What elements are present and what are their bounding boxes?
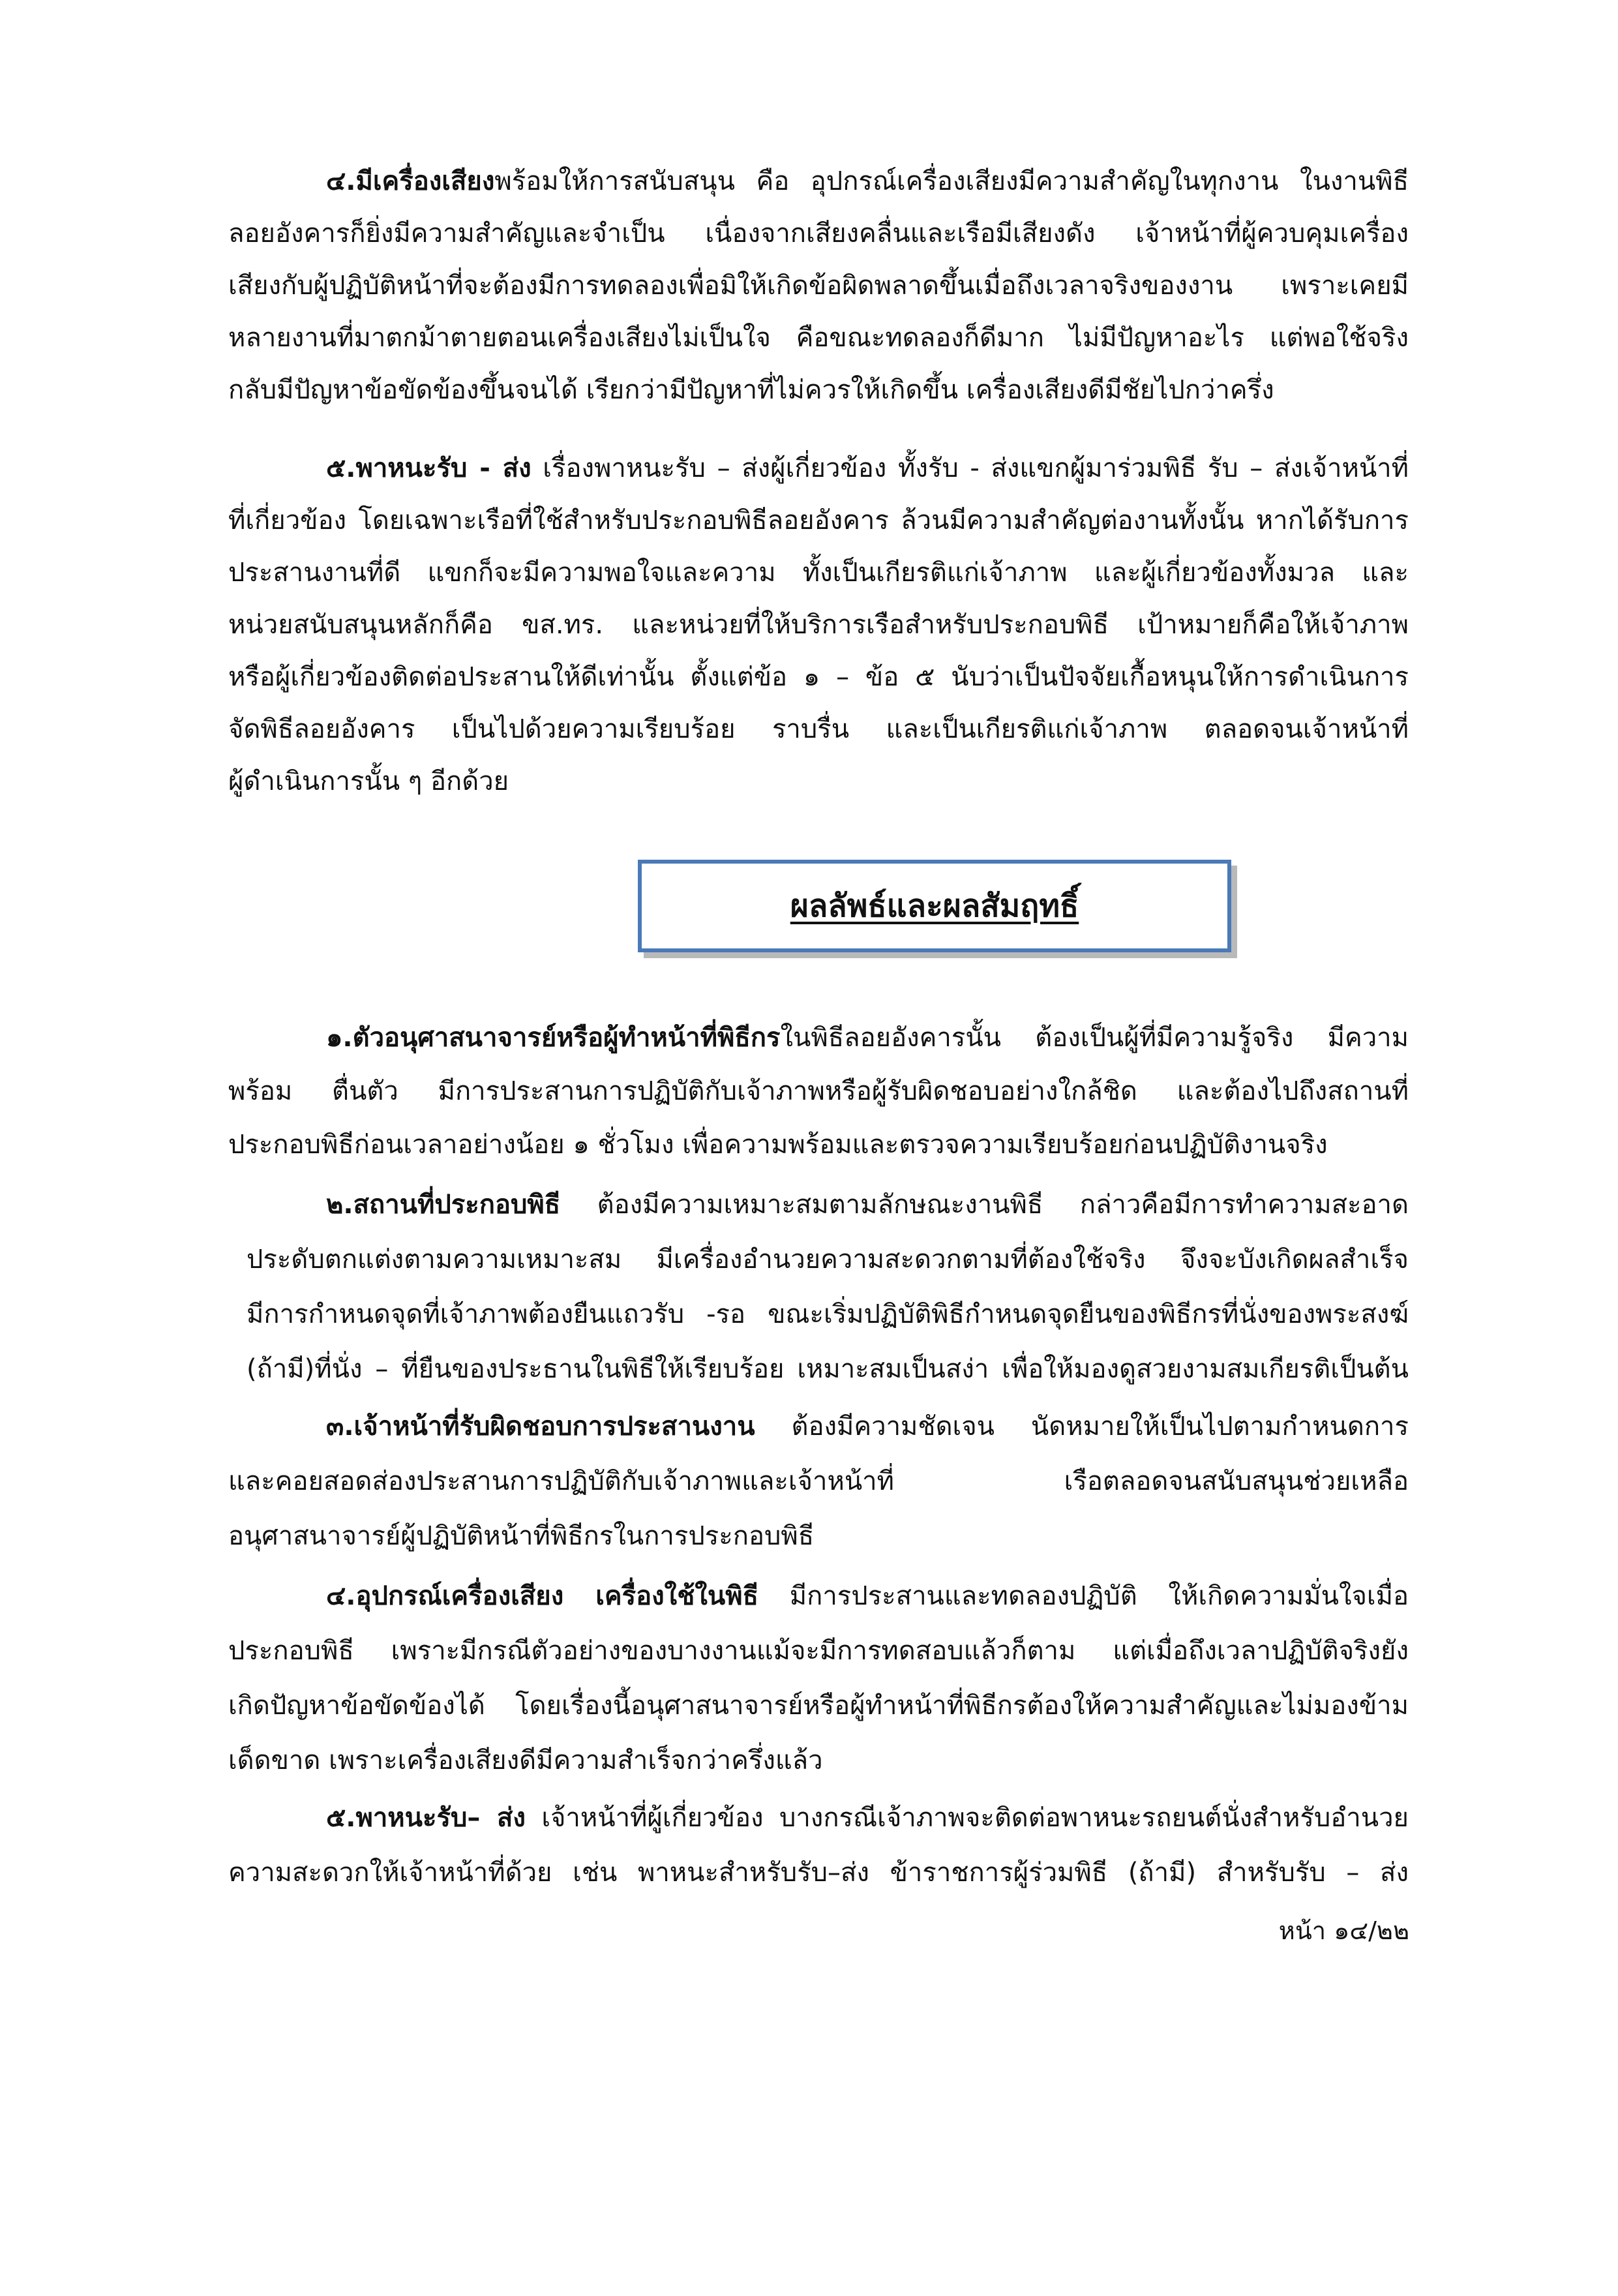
paragraph-line: หรือผู้เกี่ยวข้องติดต่อประสานให้ดีเท่านั้น ตั้งแต่ข้อ ๑ – ข้อ ๕ นับว่าเป็นปัจจัยเกื้อหนุนให้การดำเนินการ [228, 662, 1409, 692]
section-heading-box [638, 860, 1231, 952]
paragraph-line: ๑.ตัวอนุศาสนาจารย์หรือผู้ทำหน้าที่พิธีกรในพิธีลอยอังคารนั้น ต้องเป็นผู้ที่มีความรู้จริง มีความ [326, 1023, 1409, 1053]
paragraph-line: หลายงานที่มาตกม้าตายตอนเครื่องเสียงไม่เป็นใจ คือขณะทดลองก็ดีมาก ไม่มีปัญหาอะไร แต่พอใช้จริง [228, 323, 1409, 353]
item-heading: ๕.พาหนะรับ– ส่ง [326, 1803, 526, 1833]
paragraph-line: ความสะดวกให้เจ้าหน้าที่ด้วย เช่น พาหนะสำหรับรับ–ส่ง ข้าราชการผู้ร่วมพิธี (ถ้ามี) สำหรับรับ – ส่ง [228, 1858, 1409, 1888]
paragraph-line: หน่วยสนับสนุนหลักก็คือ ขส.ทร. และหน่วยที่ให้บริการเรือสำหรับประกอบพิธี เป้าหมายก็คือให้เจ้าภาพ [228, 610, 1409, 640]
paragraph-line: ๔.อุปกรณ์เครื่องเสียง เครื่องใช้ในพิธี มีการประสานและทดลองปฏิบัติ ให้เกิดความมั่นใจเมื่อ [326, 1581, 1409, 1611]
item-heading: ๔.มีเครื่องเสียง [326, 166, 495, 196]
paragraph-line: มีการกำหนดจุดที่เจ้าภาพต้องยืนแถวรับ -รอ ขณะเริ่มปฏิบัติพิธีกำหนดจุดยืนของพิธีกรที่นั่งของพระสงฆ์ [247, 1299, 1409, 1329]
paragraph-line: เสียงกับผู้ปฏิบัติหน้าที่จะต้องมีการทดลองเพื่อมิให้เกิดข้อผิดพลาดขึ้นเมื่อถึงเวลาจริงของงาน เพราะเคยมี [228, 271, 1409, 301]
paragraph-line: อนุศาสนาจารย์ผู้ปฏิบัติหน้าที่พิธีกรในการประกอบพิธี [228, 1521, 815, 1551]
paragraph-line: พร้อม ตื่นตัว มีการประสานการปฏิบัติกับเจ้าภาพหรือผู้รับผิดชอบอย่างใกล้ชิด และต้องไปถึงสถานที่ [228, 1076, 1409, 1106]
paragraph-line: กลับมีปัญหาข้อขัดข้องขึ้นจนได้ เรียกว่ามีปัญหาที่ไม่ควรให้เกิดขึ้น เครื่องเสียงดีมีชัยไปกว่าครึ่ง [228, 375, 1274, 405]
paragraph-line: เด็ดขาด เพราะเครื่องเสียงดีมีความสำเร็จกว่าครึ่งแล้ว [228, 1745, 823, 1775]
paragraph-line: ผู้ดำเนินการนั้น ๆ อีกด้วย [228, 766, 509, 796]
paragraph-line: ๕.พาหนะรับ– ส่ง เจ้าหน้าที่ผู้เกี่ยวข้อง บางกรณีเจ้าภาพจะติดต่อพาหนะรถยนต์นั่งสำหรับอำนวย [326, 1803, 1409, 1833]
item-heading: ๔.อุปกรณ์เครื่องเสียง เครื่องใช้ในพิธี [326, 1581, 758, 1611]
paragraph-line: ที่เกี่ยวข้อง โดยเฉพาะเรือที่ใช้สำหรับประกอบพิธีลอยอังคาร ล้วนมีความสำคัญต่องานทั้งนั้น หากได้รับการ [228, 506, 1409, 536]
section-heading: ผลลัพธ์และผลสัมฤทธิ์ [790, 888, 1079, 924]
item-heading: ๒.สถานที่ประกอบพิธี [326, 1190, 561, 1220]
paragraph-line: ๔.มีเครื่องเสียงพร้อมให้การสนับสนุน คือ อุปกรณ์เครื่องเสียงมีความสำคัญในทุกงาน ในงานพิธี [326, 166, 1409, 196]
paragraph-line: (ถ้ามี)ที่นั่ง – ที่ยืนของประธานในพิธีให้เรียบร้อย เหมาะสมเป็นสง่า เพื่อให้มองดูสวยงามสมเกียรติเป็นต้น [247, 1354, 1409, 1384]
item-heading: ๑.ตัวอนุศาสนาจารย์หรือผู้ทำหน้าที่พิธีกร [326, 1023, 781, 1053]
paragraph-line: ประกอบพิธี เพราะมีกรณีตัวอย่างของบางงานแม้จะมีการทดสอบแล้วก็ตาม แต่เมื่อถึงเวลาปฏิบัติจริงยัง [228, 1636, 1409, 1666]
page-number: หน้า ๑๔/๒๒ [1278, 1916, 1409, 1945]
item-heading: ๕.พาหนะรับ - ส่ง [326, 453, 532, 483]
item-heading: ๓.เจ้าหน้าที่รับผิดชอบการประสานงาน [326, 1412, 755, 1442]
paragraph-line: ลอยอังคารก็ยิ่งมีความสำคัญและจำเป็น เนื่องจากเสียงคลื่นและเรือมีเสียงดัง เจ้าหน้าที่ผู้ควบคุมเครื่อง [228, 219, 1409, 249]
paragraph-line: ประสานงานที่ดี แขกก็จะมีความพอใจและความ ทั้งเป็นเกียรติแก่เจ้าภาพ และผู้เกี่ยวข้องทั้งมวล และ [228, 558, 1409, 588]
paragraph-line: ประดับตกแต่งตามความเหมาะสม มีเครื่องอำนวยความสะดวกตามที่ต้องใช้จริง จึงจะบังเกิดผลสำเร็จ [247, 1245, 1409, 1275]
paragraph-line: ๓.เจ้าหน้าที่รับผิดชอบการประสานงาน ต้องมีความชัดเจน นัดหมายให้เป็นไปตามกำหนดการ [326, 1412, 1409, 1442]
paragraph-line: และคอยสอดส่องประสานการปฏิบัติกับเจ้าภาพและเจ้าหน้าที่ เรือตลอดจนสนับสนุนช่วยเหลือ [228, 1466, 1409, 1496]
paragraph-line: ๕.พาหนะรับ - ส่ง เรื่องพาหนะรับ – ส่งผู้เกี่ยวข้อง ทั้งรับ - ส่งแขกผู้มาร่วมพิธี รับ – ส่งเจ้าหน้าที่ [326, 453, 1409, 483]
paragraph-line: จัดพิธีลอยอังคาร เป็นไปด้วยความเรียบร้อย ราบรื่น และเป็นเกียรติแก่เจ้าภาพ ตลอดจนเจ้าหน้าที่ [228, 714, 1409, 744]
paragraph-line: เกิดปัญหาข้อขัดข้องได้ โดยเรื่องนี้อนุศาสนาจารย์หรือผู้ทำหน้าที่พิธีกรต้องให้ความสำคัญและไม่มองข้าม [228, 1691, 1409, 1721]
paragraph-line: ๒.สถานที่ประกอบพิธี ต้องมีความเหมาะสมตามลักษณะงานพิธี กล่าวคือมีการทำความสะอาด [326, 1190, 1409, 1220]
paragraph-line: ประกอบพิธีก่อนเวลาอย่างน้อย ๑ ชั่วโมง เพื่อความพร้อมและตรวจความเรียบร้อยก่อนปฏิบัติงานจริง [228, 1130, 1328, 1160]
